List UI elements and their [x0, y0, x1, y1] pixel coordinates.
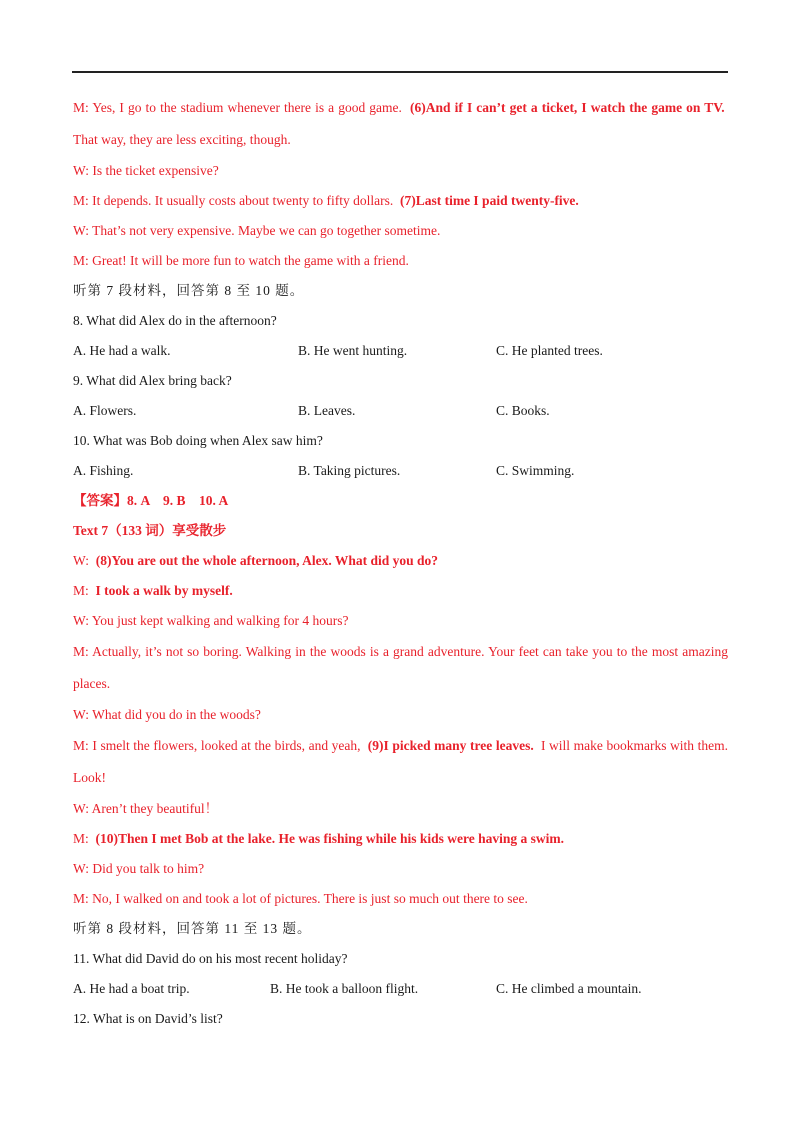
question-12: 12. What is on David’s list?	[73, 1011, 223, 1026]
header-rule	[72, 71, 728, 73]
question-9: 9. What did Alex bring back?	[73, 373, 232, 388]
dialogue-line: M: Yes, I go to the stadium whenever there is a good game. (6)And if I can’t get a ticket, I watch the game on TV. That way, they are less exciting, though.	[73, 100, 725, 147]
option-c: C. Books.	[496, 403, 550, 418]
options-8	[73, 336, 728, 366]
dialogue-line: W: Did you talk to him?	[73, 861, 205, 876]
dialogue-line: W: You just kept walking and walking for 4 hours?	[73, 613, 349, 628]
key-sentence: (9)I picked many tree leaves.	[367, 738, 534, 753]
key-sentence: (6)And if I can’t get a ticket, I watch the game on TV.	[410, 100, 725, 115]
answer-key: 【答案】8. A 9. B 10. A	[73, 493, 229, 508]
dialogue-line: M: I smelt the flowers, looked at the birds, and yeah, (9)I picked many tree leaves. I will make bookmarks with them. Look!	[73, 738, 729, 785]
option-a: A. Fishing.	[73, 463, 134, 478]
dialogue-line: W: What did you do in the woods?	[73, 707, 261, 722]
key-sentence: (8)You are out the whole afternoon, Alex. What did you do?	[95, 553, 439, 568]
dialogue-line: W: That’s not very expensive. Maybe we can go together sometime.	[73, 223, 441, 238]
option-a: A. He had a boat trip.	[73, 981, 190, 996]
option-b: B. Leaves.	[298, 403, 356, 418]
dialogue-line: M: (10)Then I met Bob at the lake. He was fishing while his kids were having a swim.	[73, 831, 565, 846]
options-10	[73, 456, 728, 486]
question-10: 10. What was Bob doing when Alex saw him?	[73, 433, 323, 448]
key-sentence: I took a walk by myself.	[95, 583, 233, 598]
dialogue-line: M: I took a walk by myself.	[73, 583, 233, 598]
dialogue-line: M: It depends. It usually costs about twenty to fifty dollars. (7)Last time I paid twenty-five.	[73, 193, 579, 208]
text-title: Text 7（133 词）享受散步	[73, 523, 227, 538]
dialogue-line: M: Great! It will be more fun to watch the game with a friend.	[73, 253, 409, 268]
dialogue-line: M: No, I walked on and took a lot of pictures. There is just so much out there to see.	[73, 891, 528, 906]
options-9	[73, 396, 728, 426]
document-body	[73, 92, 728, 1034]
option-c: C. Swimming.	[496, 463, 575, 478]
option-c: C. He climbed a mountain.	[496, 981, 642, 996]
option-a: A. He had a walk.	[73, 343, 171, 358]
dialogue-line: W: Aren’t they beautiful！	[73, 801, 219, 816]
options-11	[73, 974, 728, 1004]
option-b: B. He took a balloon flight.	[270, 981, 419, 996]
dialogue-line: W: Is the ticket expensive?	[73, 163, 219, 178]
question-8: 8. What did Alex do in the afternoon?	[73, 313, 277, 328]
option-b: B. Taking pictures.	[298, 463, 401, 478]
dialogue-line: W: (8)You are out the whole afternoon, Alex. What did you do?	[73, 553, 439, 568]
option-b: B. He went hunting.	[298, 343, 408, 358]
key-sentence: (10)Then I met Bob at the lake. He was fishing while his kids were having a swim.	[95, 831, 565, 846]
option-a: A. Flowers.	[73, 403, 137, 418]
section-instruction: 听第 7 段材料，回答第 8 至 10 题。	[73, 283, 305, 298]
dialogue-line: M: Actually, it’s not so boring. Walking in the woods is a grand adventure. Your feet can take you to the most amazing places.	[73, 644, 728, 691]
question-11: 11. What did David do on his most recent holiday?	[73, 951, 348, 966]
section-instruction: 听第 8 段材料，回答第 11 至 13 题。	[73, 921, 312, 936]
key-sentence: (7)Last time I paid twenty-five.	[399, 193, 579, 208]
option-c: C. He planted trees.	[496, 343, 603, 358]
